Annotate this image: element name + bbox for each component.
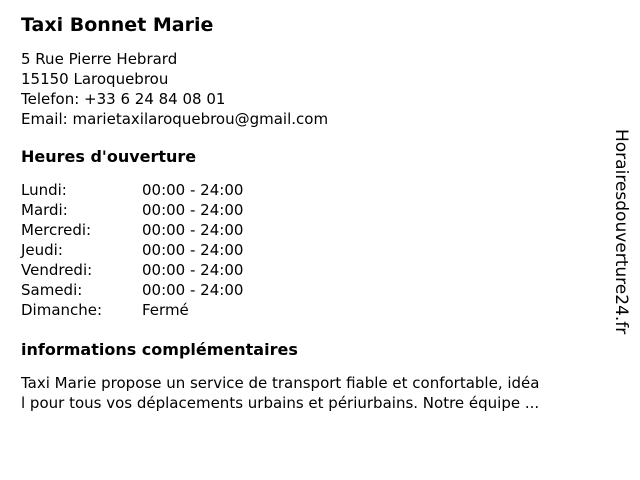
phone-label: Telefon:	[21, 90, 80, 108]
email-label: Email:	[21, 110, 68, 128]
hours-row	[21, 300, 640, 320]
hours-row	[21, 220, 640, 240]
address-block	[21, 49, 640, 129]
hours-table	[21, 180, 640, 320]
phone-value: +33 6 24 84 08 01	[84, 90, 226, 108]
day-hours: 00:00 - 24:00	[142, 261, 244, 279]
hours-row	[21, 180, 640, 200]
day-label: Vendredi:	[21, 261, 93, 279]
watermark-site-name: Horairesdouverture24.fr	[611, 129, 631, 335]
day-label: Samedi:	[21, 281, 83, 299]
day-hours: 00:00 - 24:00	[142, 281, 244, 299]
email-line	[21, 109, 640, 129]
day-label: Mercredi:	[21, 221, 92, 239]
address-street: 5 Rue Pierre Hebrard	[21, 50, 178, 68]
day-label: Mardi:	[21, 201, 68, 219]
hours-row	[21, 200, 640, 220]
info-paragraph	[21, 373, 640, 413]
page-title: Taxi Bonnet Marie	[21, 14, 214, 36]
phone-line	[21, 89, 640, 109]
day-label: Lundi:	[21, 181, 67, 199]
email-value: marietaxilaroquebrou@gmail.com	[72, 110, 329, 128]
day-hours: 00:00 - 24:00	[142, 181, 244, 199]
info-paragraph-line-1: Taxi Marie propose un service de transport fiable et confortable, idéa	[21, 374, 540, 392]
day-hours: Fermé	[142, 301, 189, 319]
day-hours: 00:00 - 24:00	[142, 221, 244, 239]
info-section-heading: informations complémentaires	[21, 340, 298, 359]
hours-row	[21, 240, 640, 260]
address-city: 15150 Laroquebrou	[21, 70, 169, 88]
info-paragraph-line-2: l pour tous vos déplacements urbains et périurbains. Notre équipe ...	[21, 394, 540, 412]
hours-row	[21, 280, 640, 300]
hours-section-heading: Heures d'ouverture	[21, 147, 197, 166]
day-label: Jeudi:	[21, 241, 63, 259]
day-label: Dimanche:	[21, 301, 103, 319]
day-hours: 00:00 - 24:00	[142, 201, 244, 219]
day-hours: 00:00 - 24:00	[142, 241, 244, 259]
hours-row	[21, 260, 640, 280]
